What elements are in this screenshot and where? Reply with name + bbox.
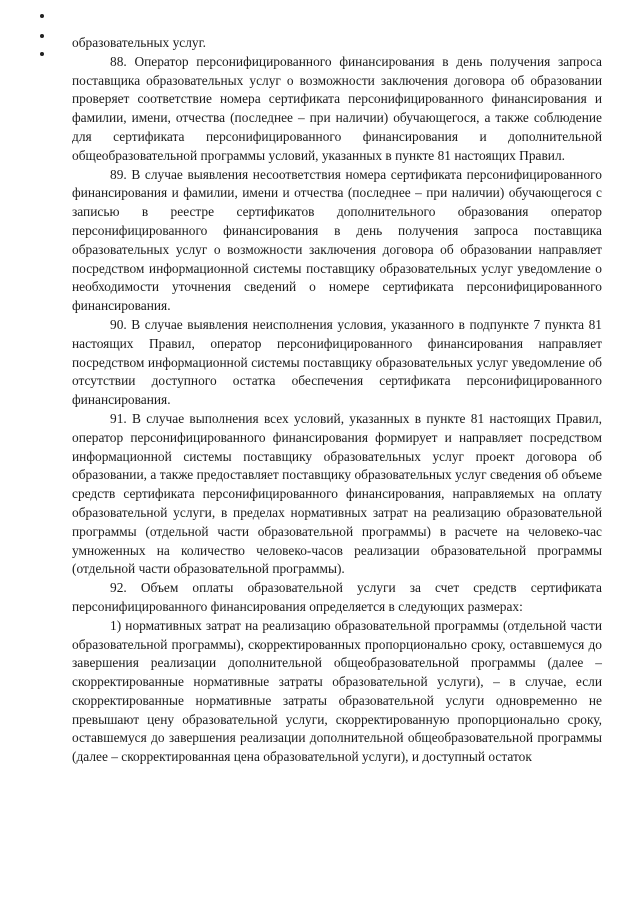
margin-dot: [40, 34, 44, 38]
margin-dot: [40, 14, 44, 18]
paragraph-92: 92. Объем оплаты образовательной услуги за счет средств сертификата персонифицированного финансирования определяется в следующих размерах:: [72, 580, 602, 614]
paragraph-91: 91. В случае выполнения всех условий, указанных в пункте 81 настоящих Правил, оператор персонифицированного финансирования формирует и направляет посредством информационной системы поставщику образовательных услуг проект договора об образовании, а также предоставляет поставщику образовательных услуг сведения об объеме средств сертификата персонифицированного финансирования, направляемых на оплату образовательной услуги, в пределах нормативных затрат на реализацию образовательной программы (отдельной части образовательной программы) в расчете на человеко-час умноженных на количество человеко-часов реализации образовательной программы (отдельной части образовательной программы).: [72, 410, 602, 577]
document-page: [72, 34, 602, 767]
paragraph-89: 89. В случае выявления несоответствия номера сертификата персонифицированного финансирования и фамилии, имени и отчества (последнее – при наличии) обучающегося с записью в реестре сертификатов дополнительного образования оператор персонифицированного финансирования в день получения запроса поставщика образовательных услуг о возможности заключения договора об образовании направляет посредством информационной системы поставщику образовательных услуг уведомление о необходимости уточнения сведений о номере сертификата персонифицированного финансирования.: [72, 166, 602, 314]
margin-dot: [40, 52, 44, 56]
paragraph-88: 88. Оператор персонифицированного финансирования в день получения запроса поставщика образовательных услуг о возможности заключения договора об образовании проверяет соответствие номера сертификата персонифицированного финансирования и фамилии, имени, отчества (последнее – при наличии) обучающегося, а также соблюдение для сертификата персонифицированного финансирования и дополнительной общеобразовательной программы условий, указанных в пункте 81 настоящих Правил.: [72, 53, 602, 163]
paragraph-92-item-1: 1) нормативных затрат на реализацию образовательной программы (отдельной части образовательной программы), скорректированных пропорционально сроку, оставшемуся до завершения реализации дополнительной общеобразовательной программы (далее – скорректированные нормативные затраты образовательной услуги), – в случае, если скорректированные нормативные затраты образовательной услуги одновременно не превышают цену образовательной услуги, скорректированную пропорционально сроку, оставшемуся до завершения реализации дополнительной общеобразовательной программы (далее – скорректированная цена образовательной услуги), и доступный остаток: [72, 617, 602, 765]
paragraph-90: 90. В случае выявления неисполнения условия, указанного в подпункте 7 пункта 81 настоящих Правил, оператор персонифицированного финансирования направляет посредством информационной системы поставщику образовательных услуг уведомление об отсутствии доступного остатка обеспечения сертификата персонифицированного финансирования.: [72, 316, 602, 408]
paragraph-continuation: образовательных услуг.: [72, 35, 206, 50]
